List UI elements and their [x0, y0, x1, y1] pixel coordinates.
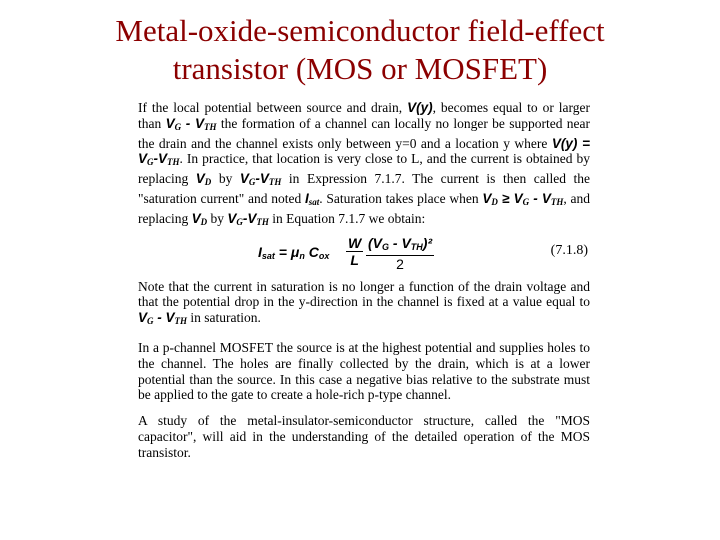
equation-7-1-8 — [138, 234, 590, 272]
slide-title — [0, 12, 720, 88]
paragraph-p-channel: In a p-channel MOSFET the source is at the highest potential and supplies holes to the channel. The holes are finally collected by the drain, which is at a lower potential than the source. In this case a negative bias relative to the substrate must be applied to the gate to create a hole-rich p-type channel. — [138, 339, 590, 403]
title-line-1: Metal-oxide-semiconductor field-effect — [115, 13, 605, 48]
paragraph-mos-capacitor: A study of the metal-insulator-semiconductor structure, called the "MOS capacitor", will aid in the understanding of the detailed operation of the MOS transistor. — [138, 413, 590, 460]
paragraph-saturation: If the local potential between source and drain, V(y), becomes equal to or larger than $V_G - V_{TH}$ the formation of a channel can locally no longer be supported near the drain and the channel exists only between y=0 and a location y where $V(y) = V_G-V_{TH}$. In practice, that location is very close to L, and the current is obtained by replacing $V_D$ by $V_G-V_{TH}$ in Expression 7.1.7. The current is then called the "saturation current" and noted $I_{sat}$. Saturation takes place when $V_D \ge V_G - V_{TH}$, and replacing $V_D$ by $V_G-V_{TH}$ in Equation 7.1.7 we obtain: — [138, 100, 591, 227]
var-vy: V(y) — [407, 100, 433, 115]
body-text — [138, 100, 590, 471]
fraction-vgs: $(V_G - V_{TH})^2$ 2 — [368, 234, 433, 272]
fraction-w-over-l: $\frac{W}{L}$ — [348, 234, 362, 268]
equation-lhs: $I_{sat} = \mu_n$ $C_{ox}$ — [258, 243, 330, 261]
paragraph-note: Note that the current in saturation is no longer a function of the drain voltage and that the potential drop in the y-direction in the channel is fixed at a value equal to $V_G - V_{TH}$ in saturation. — [138, 278, 590, 327]
equation-number: (7.1.8) — [550, 242, 588, 258]
title-line-2: transistor (MOS or MOSFET) — [172, 51, 548, 86]
